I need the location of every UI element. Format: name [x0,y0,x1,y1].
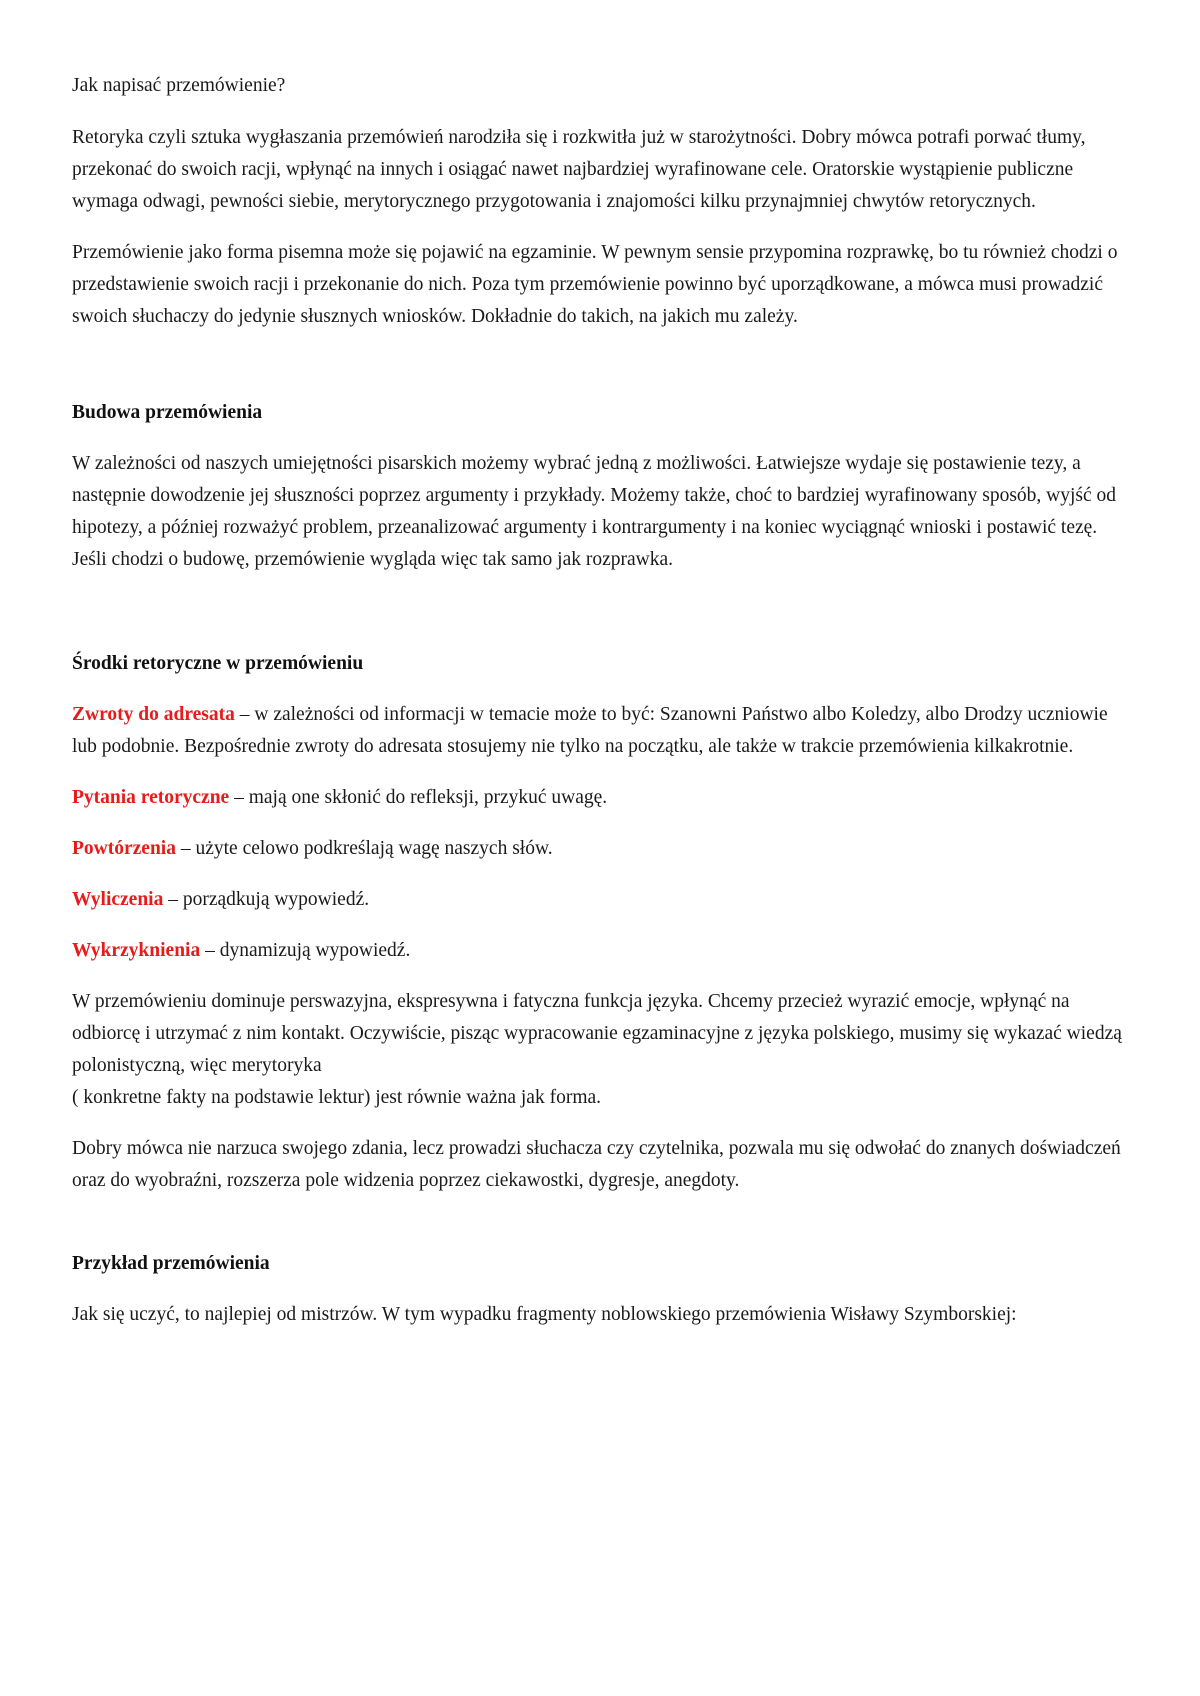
przyklad-paragraph: Jak się uczyć, to najlepiej od mistrzów. W tym wypadku fragmenty noblowskiego przemówienia Wisławy Szymborskiej: [72,1304,1017,1325]
section-heading-srodki: Środki retoryczne w przemówieniu [72,653,364,674]
rhetoric-description: – w zależności od informacji w temacie może to być: Szanowni Państwo albo Koledzy, albo Drodzy uczniowie lub podobnie. Bezpośrednie zwroty do adresata stosujemy nie tylko na początku, ale także w trakcie przemówienia kilkakrotnie. [72,704,1108,757]
rhetoric-description: – porządkują wypowiedź. [163,889,370,910]
intro-paragraph-2: Przemówienie jako forma pisemna może się pojawić na egzaminie. W pewnym sensie przypomina rozprawkę, bo tu również chodzi o przedstawienie swoich racji i przekonanie do nich. Poza tym przemówienie powinno być uporządkowane, a mówca musi prowadzić swoich słuchaczy do jedynie słusznych wniosków. Dokładnie do takich, na jakich mu zależy. [72,242,1118,327]
rhetoric-item-pytania [72,782,1128,814]
language-function-paragraph: W przemówieniu dominuje perswazyjna, ekspresywna i fatyczna funkcja języka. Chcemy przecież wyrazić emocje, wpłynąć na odbiorcę i utrzymać z nim kontakt. Oczywiście, pisząc wypracowanie egzaminacyjne z języka polskiego, musimy się wykazać wiedzą polonistyczną, więc merytoryka [72,991,1122,1076]
rhetoric-item-wyliczenia [72,884,1128,916]
document-title: Jak napisać przemówienie? [72,75,286,96]
rhetoric-description: – mają one skłonić do refleksji, przykuć uwagę. [229,787,608,808]
language-function-paragraph-continuation: ( konkretne fakty na podstawie lektur) jest równie ważna jak forma. [72,1087,602,1108]
section-heading-przyklad: Przykład przemówienia [72,1253,270,1274]
rhetoric-term: Wyliczenia [72,889,164,910]
section-heading-budowa: Budowa przemówienia [72,402,263,423]
rhetoric-description: – dynamizują wypowiedź. [200,940,411,961]
intro-paragraph-1: Retoryka czyli sztuka wygłaszania przemówień narodziła się i rozkwitła już w starożytności. Dobry mówca potrafi porwać tłumy, przekonać do swoich racji, wpłynąć na innych i osiągać nawet najbardziej wyrafinowane cele. Oratorskie wystąpienie publiczne wymaga odwagi, pewności siebie, merytorycznego przygotowania i znajomości kilku przynajmniej chwytów retorycznych. [72,127,1086,212]
rhetoric-term: Pytania retoryczne [72,787,230,808]
rhetoric-term: Wykrzyknienia [72,940,201,961]
rhetoric-term: Zwroty do adresata [72,704,235,725]
rhetoric-description: – użyte celowo podkreślają wagę naszych słów. [175,838,553,859]
rhetoric-term: Powtórzenia [72,838,176,859]
rhetoric-item-zwroty [72,699,1128,763]
rhetoric-item-wykrzyknienia [72,935,1128,967]
good-speaker-paragraph: Dobry mówca nie narzuca swojego zdania, lecz prowadzi słuchacza czy czytelnika, pozwala mu się odwołać do znanych doświadczeń oraz do wyobraźni, rozszerza pole widzenia poprzez ciekawostki, dygresje, anegdoty. [72,1138,1121,1191]
rhetoric-item-powtorzenia [72,833,1128,865]
budowa-paragraph: W zależności od naszych umiejętności pisarskich możemy wybrać jedną z możliwości. Łatwiejsze wydaje się postawienie tezy, a następnie dowodzenie jej słuszności poprzez argumenty i przykłady. Możemy także, choć to bardziej wyrafinowany sposób, wyjść od hipotezy, a później rozważyć problem, przeanalizować argumenty i kontrargumenty i na koniec wyciągnąć wnioski i postawić tezę. Jeśli chodzi o budowę, przemówienie wygląda więc tak samo jak rozprawka. [72,453,1117,570]
